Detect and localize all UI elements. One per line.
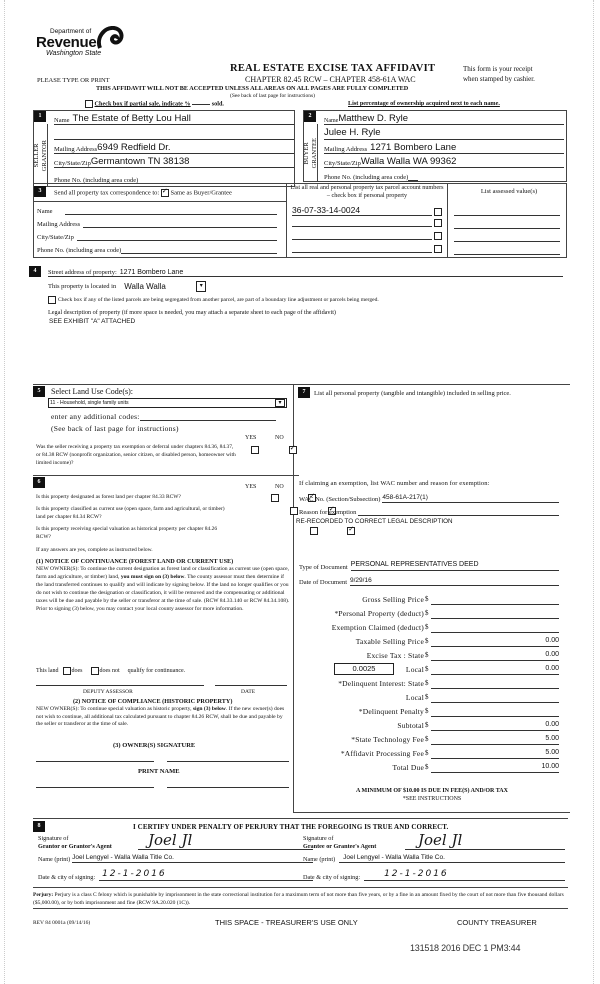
yes-header-5: YES bbox=[245, 435, 257, 441]
additional-codes-field[interactable] bbox=[140, 412, 276, 421]
wac-label: WAC No. (Section/Subsection) bbox=[299, 496, 381, 503]
currency-2: $ bbox=[425, 609, 429, 617]
doc-type-field[interactable]: PERSONAL REPRESENTATIVES DEED bbox=[351, 561, 559, 571]
deputy-signature-line[interactable] bbox=[36, 685, 204, 686]
taxable-price-label: Taxable Selling Price bbox=[355, 637, 424, 646]
please-print: PLEASE TYPE OR PRINT bbox=[37, 77, 110, 84]
grantor-sig-label1: Signature of bbox=[38, 835, 69, 842]
forest-yes-checkbox[interactable] bbox=[271, 494, 279, 502]
personal-property-deduct-label: *Personal Property (deduct) bbox=[334, 609, 424, 618]
section3-correspondence bbox=[33, 183, 567, 258]
land-use-dropdown-icon[interactable]: ▾ bbox=[275, 399, 285, 407]
seller-mailing-field[interactable]: 6949 Redfield Dr. bbox=[97, 142, 171, 153]
reason-field[interactable]: RE-RECORDED TO CORRECT LEGAL DESCRIPTION bbox=[296, 518, 453, 525]
street-field[interactable]: 1271 Bombero Lane bbox=[119, 269, 184, 276]
date-signature-line[interactable] bbox=[215, 685, 287, 686]
this-land-label: This land bbox=[36, 668, 59, 674]
chapter: CHAPTER 82.45 RCW – CHAPTER 458-61A WAC bbox=[245, 75, 416, 84]
current-use-question: Is this property classified as current use (open space, farm and agricultural, or timber) land per chapter 84.34 RCW? bbox=[36, 506, 225, 520]
seller-name-field[interactable]: The Estate of Betty Lou Hall bbox=[72, 113, 191, 124]
owner-signature-line-1[interactable] bbox=[36, 761, 154, 762]
does-label: does bbox=[71, 668, 83, 674]
personal-property-label: List all personal property (tangible and intangible) included in selling price. bbox=[314, 390, 511, 397]
historic-question: Is this property receiving special valuation as historical property per chapter 84.26 RCW? bbox=[36, 526, 218, 540]
processing-fee-label: *Affidavit Processing Fee bbox=[340, 749, 424, 758]
grantor-signature-line[interactable] bbox=[138, 849, 313, 850]
parcel-number-1[interactable]: 36-07-33-14-0024 bbox=[292, 205, 432, 216]
does-checkbox[interactable] bbox=[63, 667, 71, 675]
parcel-number-4[interactable] bbox=[292, 244, 432, 253]
corr-mailing-label: Mailing Address bbox=[37, 221, 81, 228]
wa-logo-icon bbox=[96, 26, 124, 52]
delinquent-penalty-label: *Delinquent Penalty bbox=[358, 707, 424, 716]
currency-3: $ bbox=[425, 623, 429, 631]
does-not-label: does not bbox=[99, 668, 120, 674]
assessed-value-3[interactable] bbox=[454, 233, 560, 242]
exemption-claim-label: If claiming an exemption, list WAC number and reason for exemption: bbox=[299, 480, 490, 487]
legal-description-field[interactable]: SEE EXHIBIT "A" ATTACHED bbox=[49, 318, 136, 325]
delinquent-interest-local-field[interactable] bbox=[431, 693, 559, 703]
print-name-line-1[interactable] bbox=[36, 787, 154, 788]
parcel-column bbox=[286, 183, 448, 258]
grantee-sig-label1: Signature of bbox=[303, 835, 334, 842]
partial-sale-checkbox[interactable] bbox=[85, 100, 93, 108]
owner-signature-label: (3) OWNER(S) SIGNATURE bbox=[113, 742, 196, 749]
delinquent-penalty-field[interactable] bbox=[431, 707, 559, 717]
excise-local-field[interactable]: 0.00 bbox=[431, 665, 559, 675]
currency-1: $ bbox=[425, 595, 429, 603]
corr-city-field[interactable] bbox=[77, 232, 277, 241]
buyer-phone-field[interactable] bbox=[408, 172, 418, 181]
personal-property-field[interactable] bbox=[314, 413, 559, 468]
street-label: Street address of property: bbox=[48, 269, 117, 276]
excise-state-field[interactable]: 0.00 bbox=[431, 651, 559, 661]
notice1-body: NEW OWNER(S): To continue the current designation as forest land or classification as current use (open space, farm and agriculture, or timber) land, you must sign on (3) below. The county assessor must then determine if the land transferred continues to qualify and will indicate by signing below. If the land no longer qualifies or you do not wish to continue the designation or classification, it will be removed and the compensating or additional taxes will be due and payable by the seller or transferor at the time of sale. (RCW 84.33.140 or RCW 84.34.108). Prior to signing (3) below, you may contact your local county assessor for more information. bbox=[36, 566, 290, 612]
county-select[interactable]: Walla Walla bbox=[124, 282, 166, 291]
same-as-buyer-label: Same as Buyer/Grantee bbox=[170, 189, 232, 197]
section5-6-left bbox=[33, 384, 294, 813]
gross-price-field[interactable] bbox=[431, 595, 559, 605]
exemption-yes-checkbox[interactable] bbox=[251, 446, 259, 454]
grantor-signature[interactable]: Joel Jl bbox=[148, 831, 193, 849]
logo-dept: Department of bbox=[50, 28, 92, 35]
currency-9: $ bbox=[425, 707, 429, 715]
section-number-7: 7 bbox=[298, 387, 310, 398]
buyer-city-field[interactable]: Walla Walla WA 99362 bbox=[360, 156, 457, 167]
notice2-body: NEW OWNER(S): To continue special valuation as historic property, sign (3) below. If the new owner(s) does not wish to continue, all additional tax calculated pursuant to chapter 84.26 RCW, shall be due and payable by the seller or transferor at the time of sale. bbox=[36, 706, 285, 727]
local-rate-field[interactable]: 0.0025 bbox=[334, 663, 394, 675]
forest-question: Is this property designated as forest land per chapter 84.33 RCW? bbox=[36, 494, 181, 500]
tech-fee-field[interactable]: 5.00 bbox=[431, 735, 559, 745]
additional-codes-label: enter any additional codes: bbox=[51, 412, 140, 421]
corr-name-label: Name bbox=[37, 208, 53, 215]
doc-date-field[interactable]: 9/29/16 bbox=[350, 577, 559, 586]
segregated-checkbox[interactable] bbox=[48, 296, 56, 304]
total-due-label: Total Due bbox=[392, 763, 424, 772]
delinquent-interest-state-field[interactable] bbox=[431, 679, 559, 689]
seller-phone-label: Phone No. (including area code) bbox=[54, 177, 139, 184]
currency-8: $ bbox=[425, 693, 429, 701]
currency-7: $ bbox=[425, 679, 429, 687]
send-correspondence-label: Send all property tax correspondence to: bbox=[54, 189, 160, 197]
doc-date-label: Date of Document bbox=[299, 579, 348, 586]
seller-label: SELLER GRANTOR bbox=[32, 139, 48, 172]
owner-signature-line-2[interactable] bbox=[167, 761, 289, 762]
personal-property-deduct-field[interactable] bbox=[431, 609, 559, 619]
same-as-buyer-checkbox[interactable] bbox=[161, 189, 169, 197]
currency-10: $ bbox=[425, 721, 429, 729]
delinquent-interest-local-label: Local bbox=[405, 693, 424, 702]
currency-12: $ bbox=[425, 749, 429, 757]
does-not-checkbox[interactable] bbox=[91, 667, 99, 675]
currency-5: $ bbox=[425, 651, 429, 659]
minimum-note: A MINIMUM OF $10.00 IS DUE IN FEE(S) AND/OR TAX bbox=[356, 788, 508, 794]
section-number-3: 3 bbox=[34, 186, 46, 197]
buyer-name-field[interactable]: Matthew D. Ryle bbox=[338, 113, 409, 124]
section-number-6: 6 bbox=[33, 477, 45, 488]
partial-sale-sold: sold. bbox=[211, 100, 224, 108]
buyer-phone-label: Phone No. (including area code) bbox=[324, 174, 409, 181]
grantor-name-field[interactable]: Joel Lengyel - Walla Walla Title Co. bbox=[72, 854, 313, 863]
warning: THIS AFFIDAVIT WILL NOT BE ACCEPTED UNLESS ALL AREAS ON ALL PAGES ARE FULLY COMPLETED bbox=[96, 85, 409, 92]
ownership-note: List percentage of ownership acquired next to each name. bbox=[348, 100, 500, 107]
grantee-signature[interactable]: Joel Jl bbox=[418, 831, 463, 849]
county-treasurer: COUNTY TREASURER bbox=[457, 918, 537, 927]
grantor-date-field[interactable]: 12-1-2016 bbox=[99, 869, 313, 881]
date-label: DATE bbox=[241, 689, 256, 695]
land-use-value: 11 - Household, single family units bbox=[50, 400, 129, 406]
seller-city-label: City/State/Zip bbox=[54, 160, 91, 167]
section-number-1: 1 bbox=[34, 111, 46, 122]
treasurer-use: THIS SPACE - TREASURER'S USE ONLY bbox=[215, 918, 358, 927]
no-header-5: NO bbox=[275, 435, 284, 441]
wac-field[interactable]: 458-61A-217(1) bbox=[382, 494, 559, 503]
seller-city-field[interactable]: Germantown TN 38138 bbox=[90, 156, 190, 167]
recording-stamp: 131518 2016 DEC 1 PM3:44 bbox=[410, 943, 521, 953]
notice2-title: (2) NOTICE OF COMPLIANCE (HISTORIC PROPERTY) bbox=[73, 698, 233, 705]
logo-state: Washington State bbox=[46, 50, 102, 57]
tech-fee-label: *State Technology Fee bbox=[351, 735, 424, 744]
section-number-5: 5 bbox=[33, 386, 45, 397]
exemption-deduct-label: Exemption Claimed (deduct) bbox=[331, 623, 424, 632]
currency-6: $ bbox=[425, 665, 429, 673]
segregated-label: Check box if any of the listed parcels are being segregated from another parcel, are part of a boundary line adjustment or parcels being merged. bbox=[58, 297, 379, 303]
delinquent-interest-state-label: *Delinquent Interest: State bbox=[338, 679, 424, 688]
no-header-6: NO bbox=[275, 484, 284, 490]
grantor-date-label: Date & city of signing: bbox=[38, 874, 96, 881]
grantee-signature-line[interactable] bbox=[405, 849, 565, 850]
parcel-personal-checkbox-4[interactable] bbox=[434, 245, 442, 253]
section4-property bbox=[28, 262, 568, 372]
assessed-value-4[interactable] bbox=[454, 246, 560, 255]
processing-fee-field[interactable]: 5.00 bbox=[431, 749, 559, 759]
grantee-date-field[interactable]: 12-1-2016 bbox=[364, 869, 565, 881]
yes-header-6: YES bbox=[245, 484, 257, 490]
gross-price-label: Gross Selling Price bbox=[362, 595, 424, 604]
buyer-mailing-label: Mailing Address bbox=[324, 146, 368, 153]
currency-11: $ bbox=[425, 735, 429, 743]
buyer-city-label: City/State/Zip bbox=[324, 160, 361, 167]
grantee-name-label: Name (print) bbox=[303, 856, 336, 863]
scan-edge-left bbox=[4, 0, 5, 984]
exemption-deduct-field[interactable] bbox=[431, 623, 559, 633]
partial-sale bbox=[85, 100, 224, 108]
grantee-name-field[interactable]: Joel Lengyel - Walla Walla Title Co. bbox=[339, 854, 565, 863]
partial-sale-label: Check box if partial sale, indicate % bbox=[94, 100, 191, 108]
see-back: (See back of last page for instructions) bbox=[230, 93, 315, 99]
section-number-4: 4 bbox=[29, 266, 41, 277]
section8-certification bbox=[33, 818, 568, 888]
parcel-number-2[interactable] bbox=[292, 218, 432, 227]
land-use-label: Select Land Use Code(s): bbox=[51, 387, 133, 396]
grantee-date-label: Date & city of signing: bbox=[303, 874, 361, 881]
section1-seller bbox=[33, 110, 295, 187]
currency-13: $ bbox=[425, 763, 429, 771]
grantor-name-label: Name (print) bbox=[38, 856, 71, 863]
if-yes-note: If any answers are yes, complete as instructed below. bbox=[36, 547, 153, 553]
grantor-sig-label2: Grantor or Grantor's Agent bbox=[38, 842, 112, 850]
section5-instructions: (See back of last page for instructions) bbox=[51, 424, 179, 433]
corr-mailing-field[interactable] bbox=[83, 219, 277, 228]
seller-name-label: Name bbox=[54, 117, 70, 124]
county-dropdown-icon[interactable]: ▾ bbox=[196, 281, 206, 292]
taxable-price-field[interactable]: 0.00 bbox=[431, 637, 559, 647]
doc-type-label: Type of Document bbox=[299, 564, 348, 571]
legal-label: Legal description of property (if more space is needed, you may attach a separate sheet to each page of the affidavit) bbox=[48, 309, 336, 316]
print-name-label: PRINT NAME bbox=[138, 768, 180, 775]
subtotal-label: Subtotal bbox=[397, 721, 424, 730]
rev-number: REV 84 0001a (09/14/16) bbox=[33, 920, 91, 926]
grantee-sig-label2: Grantee or Grantee's Agent bbox=[303, 842, 377, 850]
parcel-header: List all real and personal property tax parcel account numbers – check box if personal property bbox=[290, 184, 444, 199]
corr-phone-field[interactable] bbox=[121, 245, 277, 254]
see-instructions: *SEE INSTRUCTIONS bbox=[402, 796, 462, 802]
subtotal-field[interactable]: 0.00 bbox=[431, 721, 559, 731]
corr-name-field[interactable] bbox=[65, 206, 277, 215]
section7-right bbox=[294, 384, 570, 813]
excise-state-label: Excise Tax : State bbox=[366, 651, 424, 660]
parcel-personal-checkbox-1[interactable] bbox=[434, 208, 442, 216]
section-number-2: 2 bbox=[304, 111, 316, 122]
logo-revenue: Revenue bbox=[36, 34, 97, 51]
exemption-question: Was the seller receiving a property tax exemption or deferral under chapters 84.36, 84.37, or 84.38 RCW (nonprofit organization, senior citizen, or disabled person, homeowner with limited income)? bbox=[36, 444, 236, 466]
parcel-number-3[interactable] bbox=[292, 231, 432, 240]
perjury-notice: Perjury: Perjury is a class C felony which is punishable by imprisonment in the state correctional institution for a maximum term of not more than five years, or by a fine in an amount fixed by the court of not more than five thousand dollars ($5,000.00), or by both imprisonment and fine (RCW 9A.20.020 (1C)). bbox=[33, 892, 568, 909]
buyer-name-label: Name bbox=[324, 118, 339, 124]
assessed-value-2[interactable] bbox=[454, 220, 560, 229]
scan-edge-right bbox=[593, 0, 594, 984]
qualify-label: qualify for continuance. bbox=[127, 668, 186, 674]
buyer-mailing-field[interactable]: 1271 Bombero Lane bbox=[370, 142, 457, 153]
reason-line[interactable] bbox=[358, 507, 559, 516]
corr-city-label: City/State/Zip bbox=[37, 234, 74, 241]
form-title: REAL ESTATE EXCISE TAX AFFIDAVIT bbox=[230, 63, 436, 74]
total-due-field[interactable]: 10.00 bbox=[431, 763, 559, 773]
notice1-title: (1) NOTICE OF CONTINUANCE (FOREST LAND OR CURRENT USE) bbox=[36, 558, 234, 565]
reason-label: Reason for exemption bbox=[299, 509, 357, 516]
assessed-header: List assessed value(s) bbox=[480, 188, 538, 195]
land-use-select[interactable] bbox=[48, 398, 287, 408]
receipt-line2: when stamped by cashier. bbox=[463, 75, 535, 83]
section2-buyer bbox=[303, 110, 567, 182]
parcel-personal-checkbox-2[interactable] bbox=[434, 219, 442, 227]
certify-statement: I CERTIFY UNDER PENALTY OF PERJURY THAT THE FOREGOING IS TRUE AND CORRECT. bbox=[133, 823, 449, 831]
excise-local-label: Local bbox=[405, 665, 424, 674]
buyer-label: BUYER GRANTEE bbox=[302, 137, 318, 169]
section-number-8: 8 bbox=[33, 821, 45, 832]
buyer-name2-field[interactable]: Julee H. Ryle bbox=[324, 127, 564, 140]
located-label: This property is located in bbox=[48, 283, 117, 290]
seller-mailing-label: Mailing Address bbox=[54, 146, 98, 153]
receipt-line1: This form is your receipt bbox=[463, 65, 533, 73]
parcel-personal-checkbox-3[interactable] bbox=[434, 232, 442, 240]
assessed-value-1[interactable] bbox=[454, 207, 560, 216]
print-name-line-2[interactable] bbox=[167, 787, 289, 788]
corr-phone-label: Phone No. (including area code) bbox=[37, 247, 122, 254]
dor-logo bbox=[36, 28, 126, 68]
deputy-label: DEPUTY ASSESSOR bbox=[83, 689, 133, 695]
seller-name2-field[interactable] bbox=[54, 128, 294, 140]
currency-4: $ bbox=[425, 637, 429, 645]
